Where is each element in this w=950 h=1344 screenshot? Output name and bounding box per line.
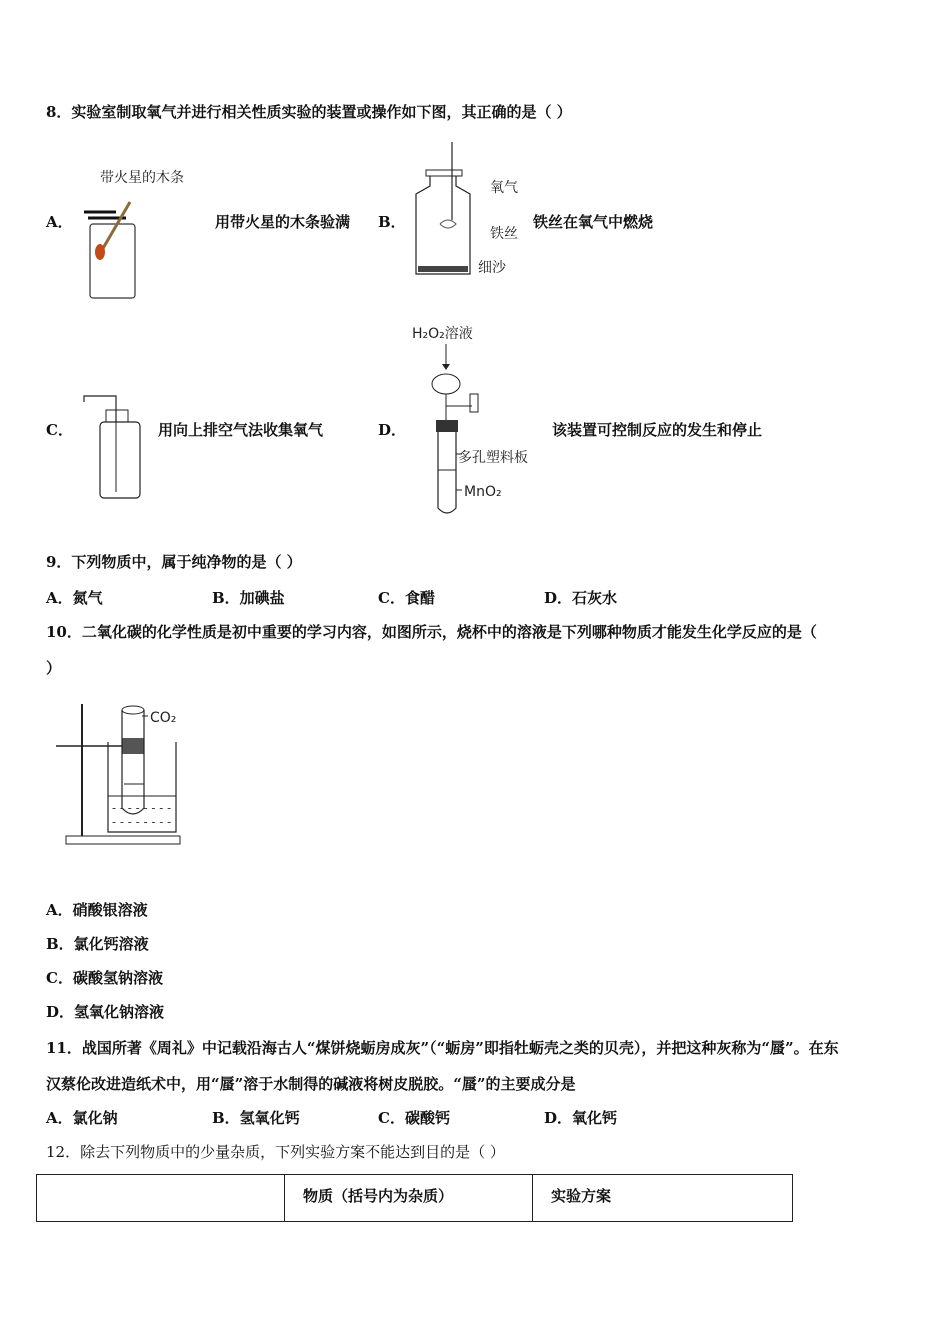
q10-option-c: C．碳酸氢钠溶液 [46, 969, 163, 987]
q8-option-b-desc: 铁丝在氧气中燃烧 [533, 213, 654, 231]
table-row [37, 1175, 793, 1222]
q8-figure-d-label-board: 多孔塑料板 [458, 450, 528, 466]
q11-option-c: C．碳酸钙 [378, 1109, 450, 1127]
q8-option-b-letter: B． [378, 213, 406, 231]
q8-figure-a [80, 162, 215, 302]
q10-figure-label: CO₂ [150, 710, 177, 726]
q10-stem-line2: ） [46, 659, 62, 677]
q9-option-a: A．氮气 [46, 589, 103, 607]
svg-text:- - - - - - - -: - - - - - - - - [112, 815, 172, 829]
q10-option-a: A．硝酸银溶液 [46, 901, 148, 919]
q10-figure [52, 700, 187, 850]
q10-stem-line1: 10．二氧化碳的化学性质是初中重要的学习内容，如图所示，烧杯中的溶液是下列哪种物质才能发生化学反应的是（ [46, 623, 817, 641]
q8-figure-b-label-wire: 铁丝 [490, 226, 518, 242]
q10-option-b: B．氯化钙溶液 [46, 935, 149, 953]
q8-option-c-desc: 用向上排空气法收集氧气 [158, 421, 324, 439]
q8-figure-b-label-sand: 细沙 [478, 260, 506, 276]
q11-option-b: B．氢氧化钙 [212, 1109, 300, 1127]
q8-option-d-letter: D． [378, 421, 407, 439]
q12-stem: 12．除去下列物质中的少量杂质，下列实验方案不能达到目的是（ ） [46, 1143, 505, 1161]
q8-option-a-desc: 用带火星的木条验满 [215, 213, 351, 231]
q8-stem: 8．实验室制取氧气并进行相关性质实验的装置或操作如下图，其正确的是（ ） [46, 103, 572, 121]
q12-table [36, 1174, 793, 1222]
q9-option-d: D．石灰水 [544, 589, 618, 607]
q12-header-substance: 物质（括号内为杂质） [285, 1175, 533, 1222]
q9-option-c: C．食醋 [378, 589, 435, 607]
q12-header-index [37, 1175, 285, 1222]
q9-option-b: B．加碘盐 [212, 589, 285, 607]
q8-option-c-letter: C． [46, 421, 73, 439]
q8-figure-b [410, 140, 530, 280]
q10-option-d: D．氢氧化钠溶液 [46, 1003, 165, 1021]
q11-stem-line1: 11．战国所著《周礼》中记载沿海古人“煤饼烧蛎房成灰”（“蛎房”即指牡蛎壳之类的贝壳），并把这种灰称为“蜃”。在东 [46, 1039, 839, 1057]
q9-stem: 9．下列物质中，属于纯净物的是（ ） [46, 553, 302, 571]
q11-option-a: A．氯化钠 [46, 1109, 118, 1127]
q8-figure-d [408, 320, 553, 520]
q8-option-a-letter: A． [46, 213, 73, 231]
svg-text:- - - - - - - -: - - - - - - - - [112, 801, 172, 815]
q8-figure-a-label: 带火星的木条 [100, 170, 184, 186]
q8-figure-d-label-h2o2: H₂O₂溶液 [412, 326, 473, 342]
q8-option-d-desc: 该装置可控制反应的发生和停止 [552, 421, 763, 439]
q8-figure-c [80, 392, 155, 504]
q11-option-d: D．氧化钙 [544, 1109, 618, 1127]
q8-figure-b-label-oxygen: 氧气 [490, 180, 518, 196]
q11-stem-line2: 汉蔡伦改进造纸术中，用“蜃”溶于水制得的碱液将树皮脱胶。“蜃”的主要成分是 [46, 1075, 576, 1093]
q8-figure-d-label-mno2: MnO₂ [464, 484, 502, 500]
q12-header-plan: 实验方案 [533, 1175, 793, 1222]
